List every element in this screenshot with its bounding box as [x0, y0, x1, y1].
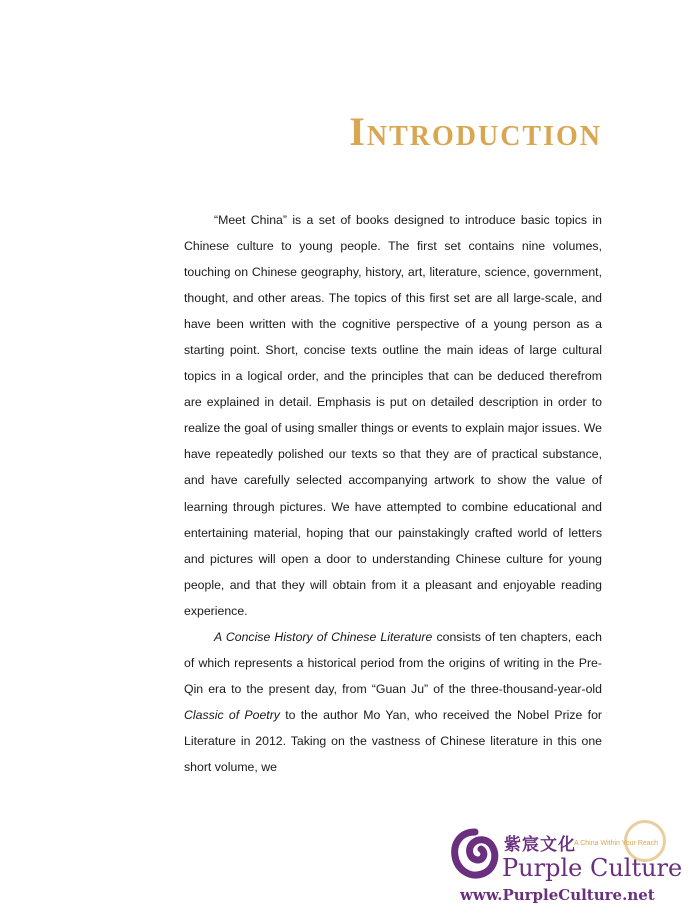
book-title: A Concise History of Chinese Literature	[214, 629, 433, 644]
watermark-brand: Purple Culture	[502, 854, 683, 882]
paragraph-1: “Meet China” is a set of books designed to introduce basic topics in Chinese culture to young people. The first set contains nine volumes, touching on Chinese geography, history, art, literature, science, government, thought, and other areas. The topics of this first set are all large-scale, and have been written with the cognitive perspective of a young person as a starting point. Short, concise texts outline the main ideas of large cultural topics in a logical order, and the principles that can be deduced therefrom are explained in detail. Emphasis is put on detailed description in order to realize the goal of using smaller things or events to explain major issues. We have repeatedly polished our texts so that they are of practical substance, and have carefully selected accompanying artwork to show the value of learning through pictures. We have attempted to combine educational and entertaining material, hoping that our painstakingly crafted world of letters and pictures will open a door to understanding Chinese culture for young people, and that they will obtain from it a pleasant and enjoyable reading experience.	[184, 213, 602, 618]
watermark-tagline: A China Within Your Reach	[574, 840, 659, 847]
watermark-url: www.PurpleCulture.net	[460, 886, 655, 904]
watermark-ring-icon	[624, 820, 666, 862]
paragraph-2-text-a: consists of ten chapters, each of which represents a historical period from the origins of writing in the Pre-Qin era to the present day, from “Guan Ju” of the three-thousand-year-old	[184, 629, 602, 696]
work-title: Classic of Poetry	[184, 707, 280, 722]
body-text	[184, 207, 602, 780]
paragraph-2	[184, 624, 602, 780]
watermark-chinese-text: 紫宸文化	[504, 835, 576, 855]
purple-culture-logo-icon	[450, 828, 500, 880]
paragraph-2-text-b: to the author Mo Yan, who received the Nobel Prize for Literature in 2012. Taking on the vastness of Chinese literature in this one short volume, we	[184, 707, 602, 774]
watermark	[446, 820, 700, 918]
page-title: Introduction	[349, 109, 602, 154]
